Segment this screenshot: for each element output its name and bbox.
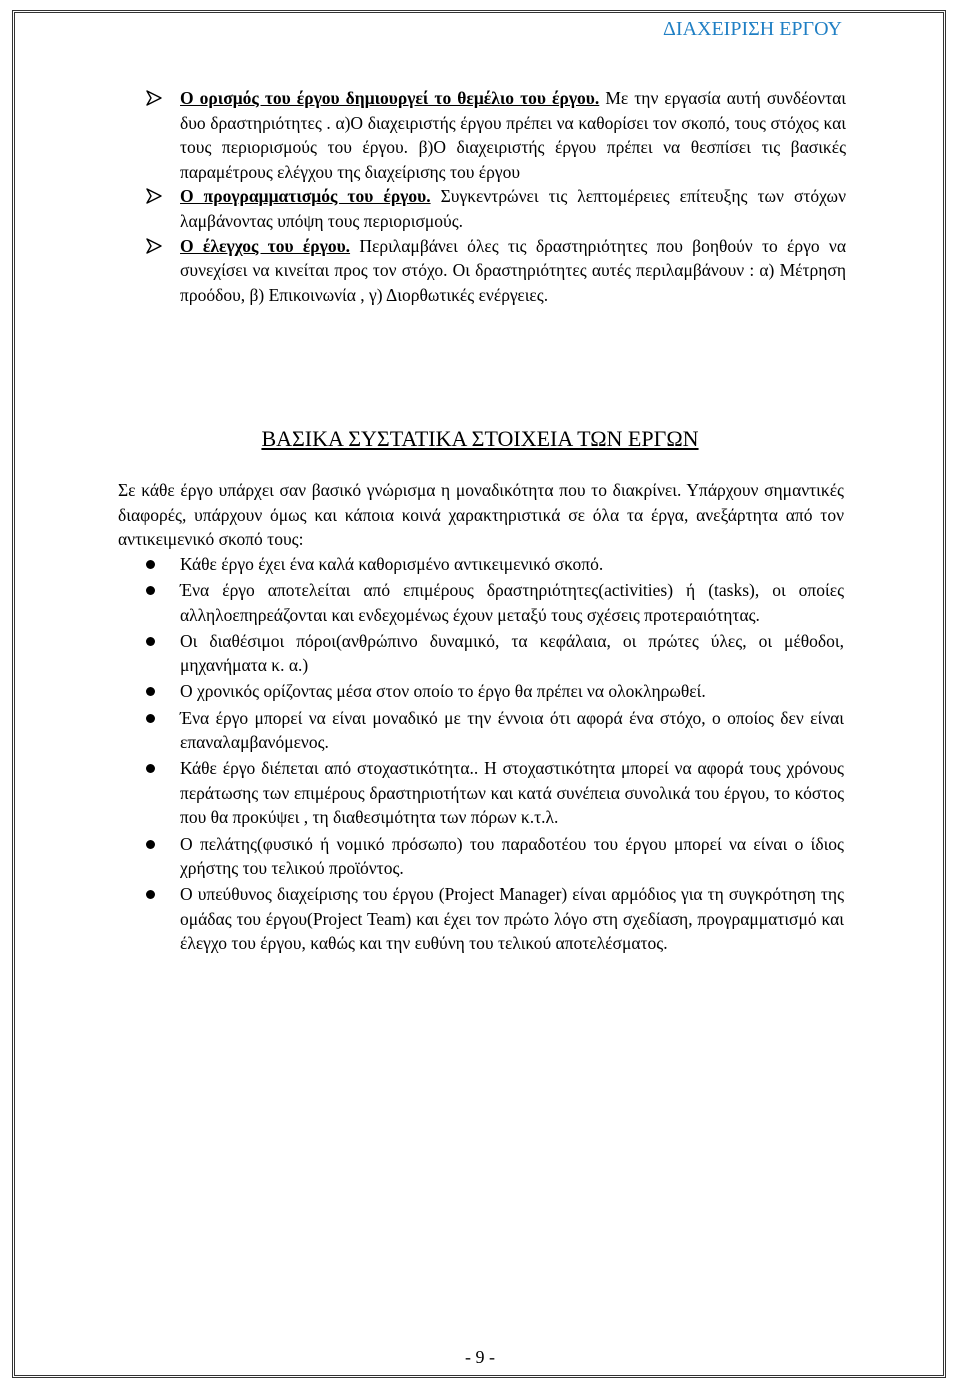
- list-item-text: Ο υπεύθυνος διαχείρισης του έργου (Project Manager) είναι αρμόδιος για τη συγκρότηση της ομάδας του έργου(Project Team) και έχει τον πρώτο λόγο στη σχεδίαση, προγραμματισμό και έλεγχο του έργου, καθώς και την ευθύνη του τελικού αποτελέσματος.: [180, 884, 844, 954]
- bullet-icon: [146, 560, 155, 569]
- item-text: Συγκεντρώνει τις λεπτομέρειες επίτευξης των στόχων λαμβάνοντας υπόψη τους περιορισμούς.: [180, 186, 846, 231]
- list-item: [146, 832, 844, 881]
- bullet-icon: [146, 687, 155, 696]
- bullet-icon: [146, 714, 155, 723]
- item-text: Με την εργασία αυτή συνδέονται δυο δραστηριότητες . α)Ο διαχειριστής έργου πρέπει να καθορίσει τον σκοπό, τους στόχος και τους περιορισμούς του έργου. β)Ο διαχειριστής έργου πρέπει να θεσπίσει τις βασικές παραμέτρους ελέγχου της διαχείρισης του έργου: [180, 88, 846, 182]
- list-item-text: Κάθε έργο έχει ένα καλά καθορισμένο αντικειμενικό σκοπό.: [180, 554, 604, 574]
- list-item: [146, 552, 844, 577]
- header-title: ΔΙΑΧΕΙΡΙΣΗ ΕΡΓΟΥ: [663, 18, 842, 40]
- arrow-icon: [146, 238, 162, 254]
- list-item: [146, 578, 844, 627]
- arrow-item-control: [146, 234, 846, 308]
- bullet-icon: [146, 586, 155, 595]
- bullet-icon: [146, 890, 155, 899]
- list-item-text: Οι διαθέσιμοι πόροι(ανθρώπινο δυναμικό, τα κεφάλαια, οι πρώτες ύλες, οι μέθοδοι, μηχανήματα κ. α.): [180, 630, 844, 676]
- intro-paragraph: Σε κάθε έργο υπάρχει σαν βασικό γνώρισμα η μοναδικότητα που το διακρίνει. Υπάρχουν σημαντικές διαφορές, υπάρχουν όμως και κάποια κοινά χαρακτηριστικά σε όλα τα έργα, ανεξάρτητα από τον αντικειμενικό σκοπό τους:: [118, 480, 844, 550]
- list-item: [146, 882, 844, 956]
- item-lead: Ο ορισμός του έργου δημιουργεί το θεμέλιο του έργου.: [180, 88, 600, 108]
- list-item-text: Ένα έργο μπορεί να είναι μοναδικό με την έννοια ότι αφορά ένα στόχο, ο οποίος δεν είναι επαναλαμβανόμενος.: [180, 707, 844, 753]
- bullet-list: [146, 552, 844, 958]
- list-item: [146, 629, 844, 678]
- item-lead: Ο προγραμματισμός του έργου.: [180, 186, 431, 207]
- item-lead: Ο έλεγχος του έργου.: [180, 235, 351, 256]
- page-number: - 9 -: [465, 1347, 495, 1367]
- arrow-icon: [146, 90, 162, 106]
- list-item: [146, 679, 844, 704]
- bullet-icon: [146, 637, 155, 646]
- list-item: [146, 756, 844, 830]
- bullet-icon: [146, 764, 155, 773]
- top-list: [146, 86, 846, 307]
- arrow-item-definition: [146, 86, 846, 184]
- arrow-icon: [146, 188, 162, 204]
- list-item: [146, 706, 844, 755]
- arrow-item-planning: [146, 184, 846, 233]
- list-item-text: Ένα έργο αποτελείται από επιμέρους δραστηριότητες(activities) ή (tasks), οι οποίες αλληλοεπηρεάζονται και ενδεχομένως έχουν μεταξύ τους σχέσεις προτεραιότητας.: [180, 580, 844, 625]
- list-item-text: Ο χρονικός ορίζοντας μέσα στον οποίο το έργο θα πρέπει να ολοκληρωθεί.: [180, 681, 706, 702]
- item-text: Περιλαμβάνει όλες τις δραστηριότητες που βοηθούν το έργο να συνεχίσει να κινείται προς τον στόχο. Οι δραστηριότητες αυτές περιλαμβάνουν : α) Μέτρηση προόδου, β) Επικοινωνία , γ) Διορθωτικές ενέργειες.: [180, 235, 846, 305]
- bullet-icon: [146, 840, 155, 849]
- list-item-text: Ο πελάτης(φυσικό ή νομικό πρόσωπο) του παραδοτέου του έργου μπορεί να είναι ο ίδιος χρήστης του τελικού προϊόντος.: [180, 833, 844, 879]
- list-item-text: Κάθε έργο διέπεται από στοχαστικότητα.. Η στοχαστικότητα μπορεί να αφορά τους χρόνους περάτωσης των επιμέρους δραστηριοτήτων και κατά συνέπεια συνολικά του έργου, το κόστος που θα προκύψει , τη διαθεσιμότητα των πόρων κ.τ.λ.: [180, 758, 844, 828]
- section-title: ΒΑΣΙΚΑ ΣΥΣΤΑΤΙΚΑ ΣΤΟΙΧΕΙΑ ΤΩΝ ΕΡΓΩΝ: [261, 426, 699, 451]
